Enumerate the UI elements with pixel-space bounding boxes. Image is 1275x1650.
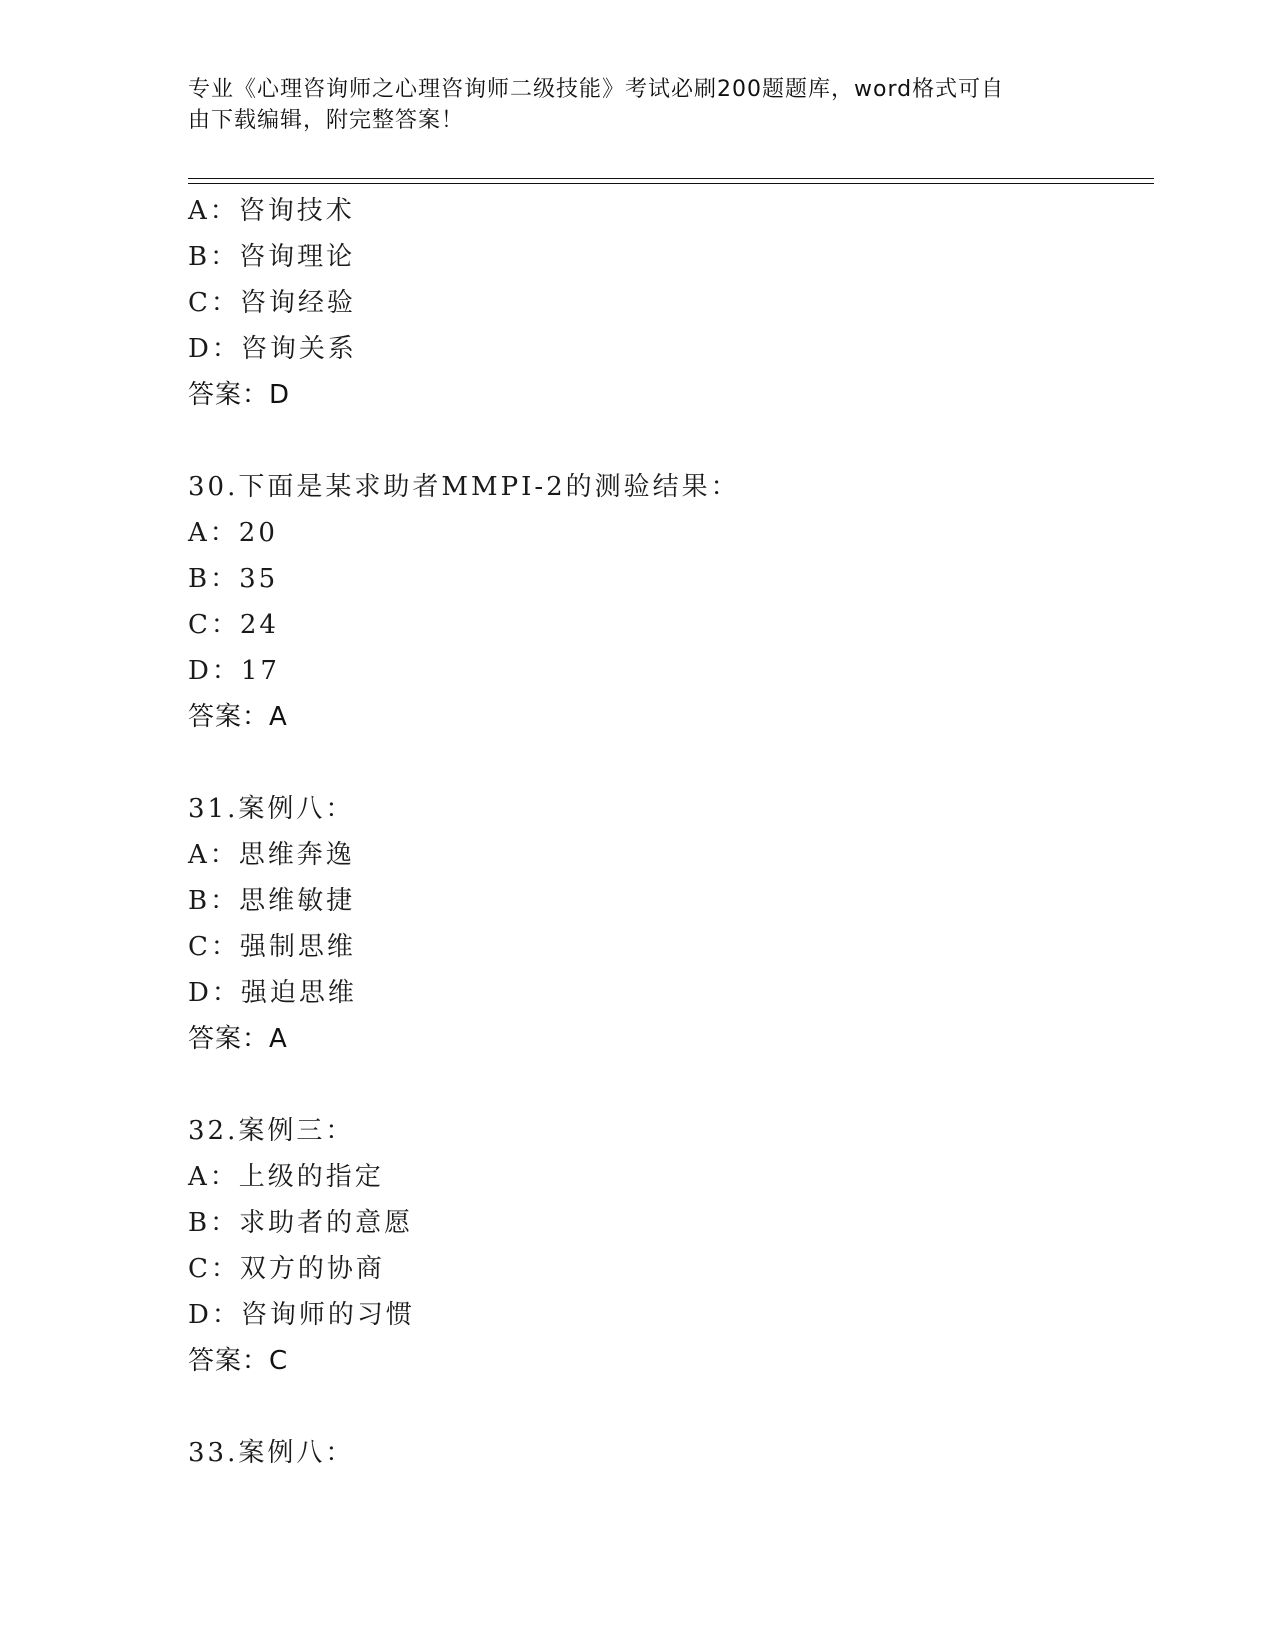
option-a: A：20 <box>188 518 278 548</box>
question-block <box>188 1430 1154 1476</box>
option-c: C：双方的协商 <box>188 1254 385 1284</box>
document-header <box>188 74 1068 136</box>
question-block <box>188 464 1154 740</box>
spacer <box>188 1384 1154 1430</box>
option-a: A：思维奔逸 <box>188 840 355 870</box>
question-block <box>188 1108 1154 1384</box>
option-b: B：咨询理论 <box>188 242 356 272</box>
answer-line: 答案：A <box>188 702 288 732</box>
header-line-2: 由下载编辑，附完整答案！ <box>188 108 465 133</box>
option-b: B：35 <box>188 564 279 594</box>
question-block <box>188 188 1154 418</box>
question-list <box>188 188 1154 1476</box>
answer-line: 答案：C <box>188 1346 289 1376</box>
option-b: B：思维敏捷 <box>188 886 356 916</box>
option-a: A：上级的指定 <box>188 1162 384 1192</box>
answer-line: 答案：D <box>188 380 291 410</box>
spacer <box>188 1062 1154 1108</box>
option-c: C：强制思维 <box>188 932 356 962</box>
option-b: B：求助者的意愿 <box>188 1208 414 1238</box>
header-divider-top <box>188 178 1154 179</box>
question-block <box>188 786 1154 1062</box>
answer-line: 答案：A <box>188 1024 288 1054</box>
spacer <box>188 740 1154 786</box>
spacer <box>188 418 1154 464</box>
option-d: D：强迫思维 <box>188 978 357 1008</box>
question-stem: 33.案例八： <box>188 1438 355 1468</box>
question-stem: 31.案例八： <box>188 794 355 824</box>
question-stem: 30.下面是某求助者MMPI-2的测验结果： <box>188 472 740 502</box>
header-line-1: 专业《心理咨询师之心理咨询师二级技能》考试必刷200题题库，word格式可自 <box>188 77 1005 102</box>
option-d: D：咨询师的习惯 <box>188 1300 415 1330</box>
option-d: D：咨询关系 <box>188 334 357 364</box>
option-a: A：咨询技术 <box>188 196 355 226</box>
option-c: C：24 <box>188 610 279 640</box>
header-divider-bottom <box>188 183 1154 184</box>
option-c: C：咨询经验 <box>188 288 356 318</box>
question-stem: 32.案例三： <box>188 1116 355 1146</box>
option-d: D：17 <box>188 656 280 686</box>
